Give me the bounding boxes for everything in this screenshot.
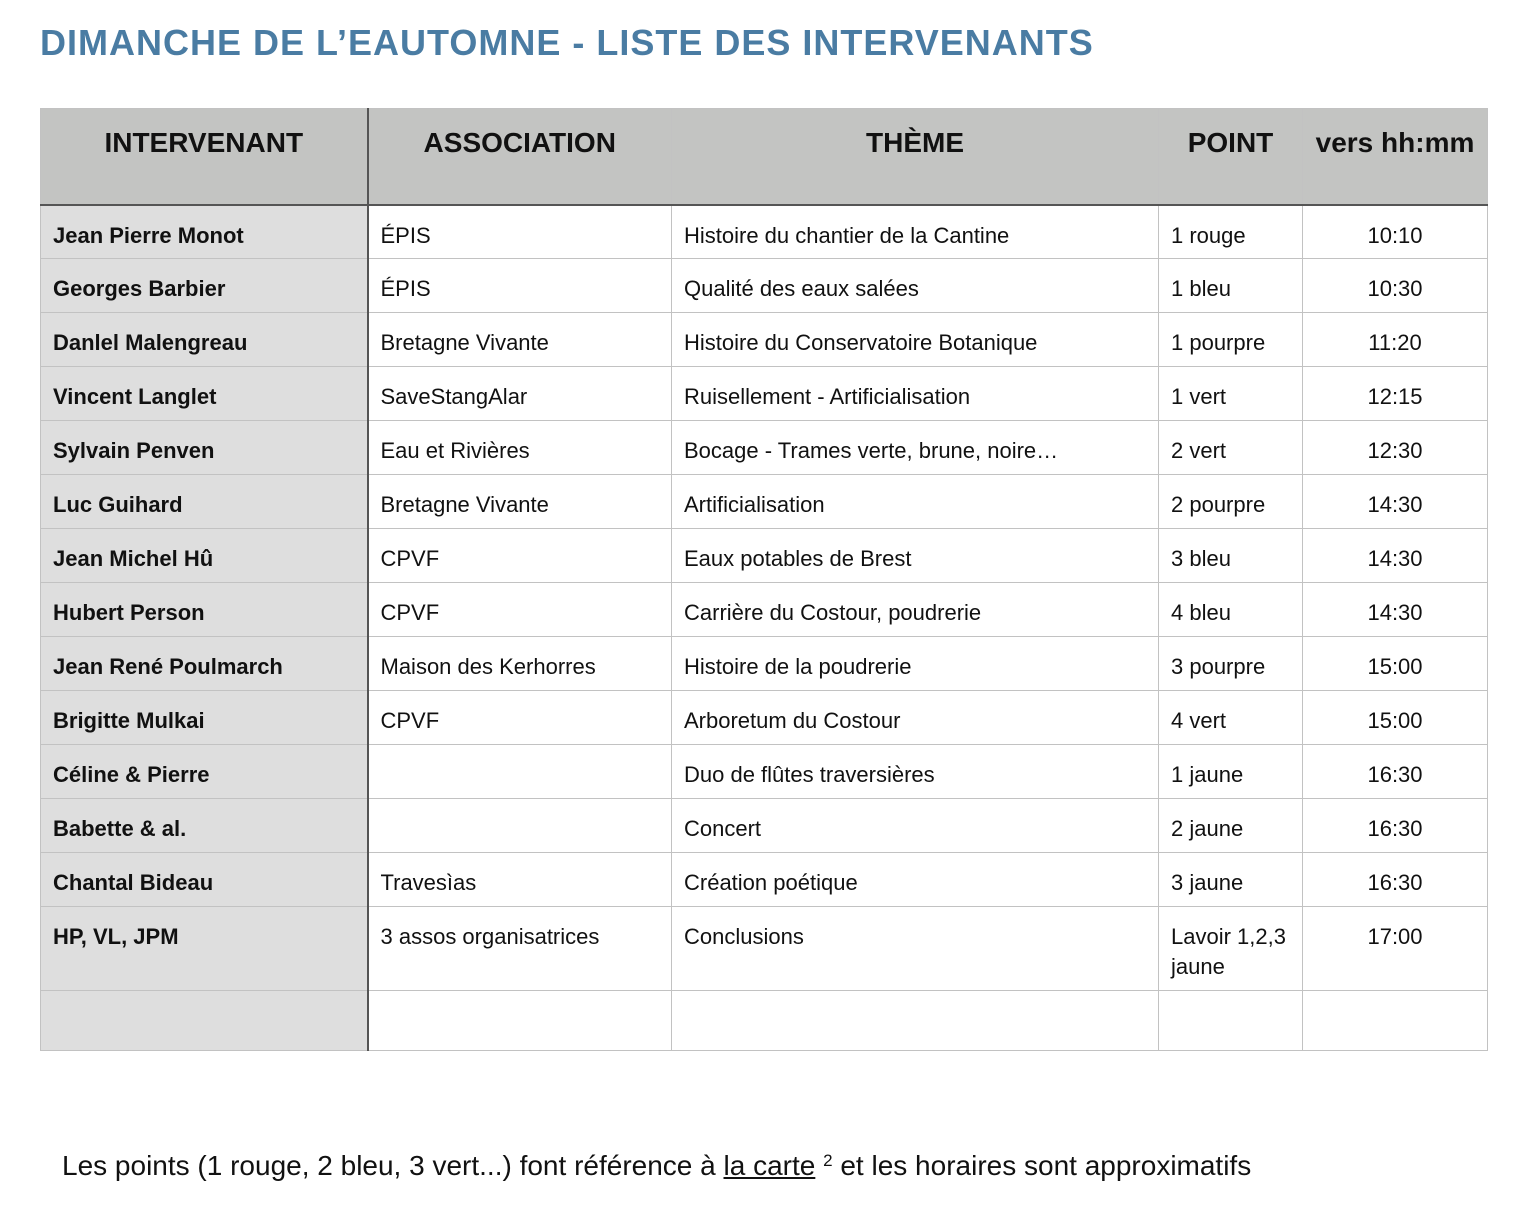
cell-point: 1 vert xyxy=(1159,367,1303,421)
header-row xyxy=(41,109,1488,205)
cell-theme: Qualité des eaux salées xyxy=(672,259,1159,313)
table-row xyxy=(41,745,1488,799)
cell-theme: Eaux potables de Brest xyxy=(672,529,1159,583)
cell-point: 1 pourpre xyxy=(1159,313,1303,367)
cell-time: 14:30 xyxy=(1303,583,1488,637)
cell-theme: Histoire de la poudrerie xyxy=(672,637,1159,691)
cell-theme: Ruisellement - Artificialisation xyxy=(672,367,1159,421)
footnote xyxy=(62,1150,1251,1182)
cell-theme: Bocage - Trames verte, brune, noire… xyxy=(672,421,1159,475)
cell-theme: Carrière du Costour, poudrerie xyxy=(672,583,1159,637)
column-header-time: vers hh:mm xyxy=(1303,109,1488,205)
cell-speaker xyxy=(41,991,368,1051)
cell-theme: Histoire du chantier de la Cantine xyxy=(672,205,1159,259)
cell-time: 14:30 xyxy=(1303,475,1488,529)
cell-speaker: Georges Barbier xyxy=(41,259,368,313)
cell-time: 15:00 xyxy=(1303,691,1488,745)
cell-speaker: Brigitte Mulkai xyxy=(41,691,368,745)
cell-time: 15:00 xyxy=(1303,637,1488,691)
cell-association xyxy=(368,799,672,853)
table-row xyxy=(41,205,1488,259)
cell-speaker: Jean René Poulmarch xyxy=(41,637,368,691)
cell-theme xyxy=(672,991,1159,1051)
cell-association xyxy=(368,745,672,799)
cell-point: 1 jaune xyxy=(1159,745,1303,799)
column-header-theme: THÈME xyxy=(672,109,1159,205)
cell-association: Maison des Kerhorres xyxy=(368,637,672,691)
cell-theme: Artificialisation xyxy=(672,475,1159,529)
table-row xyxy=(41,367,1488,421)
cell-speaker: Chantal Bideau xyxy=(41,853,368,907)
cell-theme: Création poétique xyxy=(672,853,1159,907)
cell-point: 2 vert xyxy=(1159,421,1303,475)
cell-speaker: Jean Pierre Monot xyxy=(41,205,368,259)
footnote-text-before: Les points (1 rouge, 2 bleu, 3 vert...) font référence à xyxy=(62,1150,724,1181)
cell-time: 14:30 xyxy=(1303,529,1488,583)
cell-theme: Conclusions xyxy=(672,907,1159,991)
cell-time: 11:20 xyxy=(1303,313,1488,367)
map-link[interactable]: la carte xyxy=(723,1150,816,1181)
cell-time: 16:30 xyxy=(1303,853,1488,907)
cell-time: 16:30 xyxy=(1303,799,1488,853)
cell-association: Bretagne Vivante xyxy=(368,313,672,367)
cell-point: 3 pourpre xyxy=(1159,637,1303,691)
cell-speaker: Babette & al. xyxy=(41,799,368,853)
cell-point: 3 bleu xyxy=(1159,529,1303,583)
cell-point: 1 rouge xyxy=(1159,205,1303,259)
cell-time xyxy=(1303,991,1488,1051)
table-row xyxy=(41,799,1488,853)
column-header-point: POINT xyxy=(1159,109,1303,205)
cell-point: 4 bleu xyxy=(1159,583,1303,637)
cell-association: Bretagne Vivante xyxy=(368,475,672,529)
cell-point: 2 pourpre xyxy=(1159,475,1303,529)
table-row xyxy=(41,637,1488,691)
footnote-marker: 2 xyxy=(823,1151,833,1170)
speakers-table xyxy=(40,108,1488,1051)
cell-association: SaveStangAlar xyxy=(368,367,672,421)
cell-speaker: Danlel Malengreau xyxy=(41,313,368,367)
cell-time: 12:15 xyxy=(1303,367,1488,421)
cell-association: CPVF xyxy=(368,691,672,745)
cell-speaker: Céline & Pierre xyxy=(41,745,368,799)
page-title: DIMANCHE DE L’EAUTOMNE - LISTE DES INTERVENANTS xyxy=(40,22,1094,63)
cell-association: ÉPIS xyxy=(368,259,672,313)
cell-association: Travesìas xyxy=(368,853,672,907)
cell-speaker: Luc Guihard xyxy=(41,475,368,529)
table-row xyxy=(41,583,1488,637)
table-row xyxy=(41,529,1488,583)
cell-speaker: Hubert Person xyxy=(41,583,368,637)
cell-point: 3 jaune xyxy=(1159,853,1303,907)
cell-theme: Arboretum du Costour xyxy=(672,691,1159,745)
cell-time: 10:10 xyxy=(1303,205,1488,259)
cell-association: 3 assos organisatrices xyxy=(368,907,672,991)
column-header-speaker: INTERVENANT xyxy=(41,109,368,205)
column-header-association: ASSOCIATION xyxy=(368,109,672,205)
table-row xyxy=(41,853,1488,907)
cell-speaker: Jean Michel Hû xyxy=(41,529,368,583)
cell-time: 10:30 xyxy=(1303,259,1488,313)
table-row xyxy=(41,475,1488,529)
cell-association: CPVF xyxy=(368,583,672,637)
footnote-text-after: et les horaires sont approximatifs xyxy=(832,1150,1252,1181)
table-row xyxy=(41,907,1488,991)
table-row xyxy=(41,421,1488,475)
cell-theme: Concert xyxy=(672,799,1159,853)
table-row xyxy=(41,313,1488,367)
cell-point: 4 vert xyxy=(1159,691,1303,745)
table-row xyxy=(41,691,1488,745)
table-row xyxy=(41,259,1488,313)
cell-point: 2 jaune xyxy=(1159,799,1303,853)
cell-point: Lavoir 1,2,3 jaune xyxy=(1159,907,1303,991)
cell-time: 17:00 xyxy=(1303,907,1488,991)
cell-association xyxy=(368,991,672,1051)
cell-theme: Duo de flûtes traversières xyxy=(672,745,1159,799)
cell-point xyxy=(1159,991,1303,1051)
cell-time: 16:30 xyxy=(1303,745,1488,799)
cell-point: 1 bleu xyxy=(1159,259,1303,313)
cell-association: Eau et Rivières xyxy=(368,421,672,475)
cell-time: 12:30 xyxy=(1303,421,1488,475)
cell-association: ÉPIS xyxy=(368,205,672,259)
cell-speaker: Sylvain Penven xyxy=(41,421,368,475)
table-row-empty xyxy=(41,991,1488,1051)
cell-speaker: Vincent Langlet xyxy=(41,367,368,421)
cell-association: CPVF xyxy=(368,529,672,583)
cell-theme: Histoire du Conservatoire Botanique xyxy=(672,313,1159,367)
cell-speaker: HP, VL, JPM xyxy=(41,907,368,991)
